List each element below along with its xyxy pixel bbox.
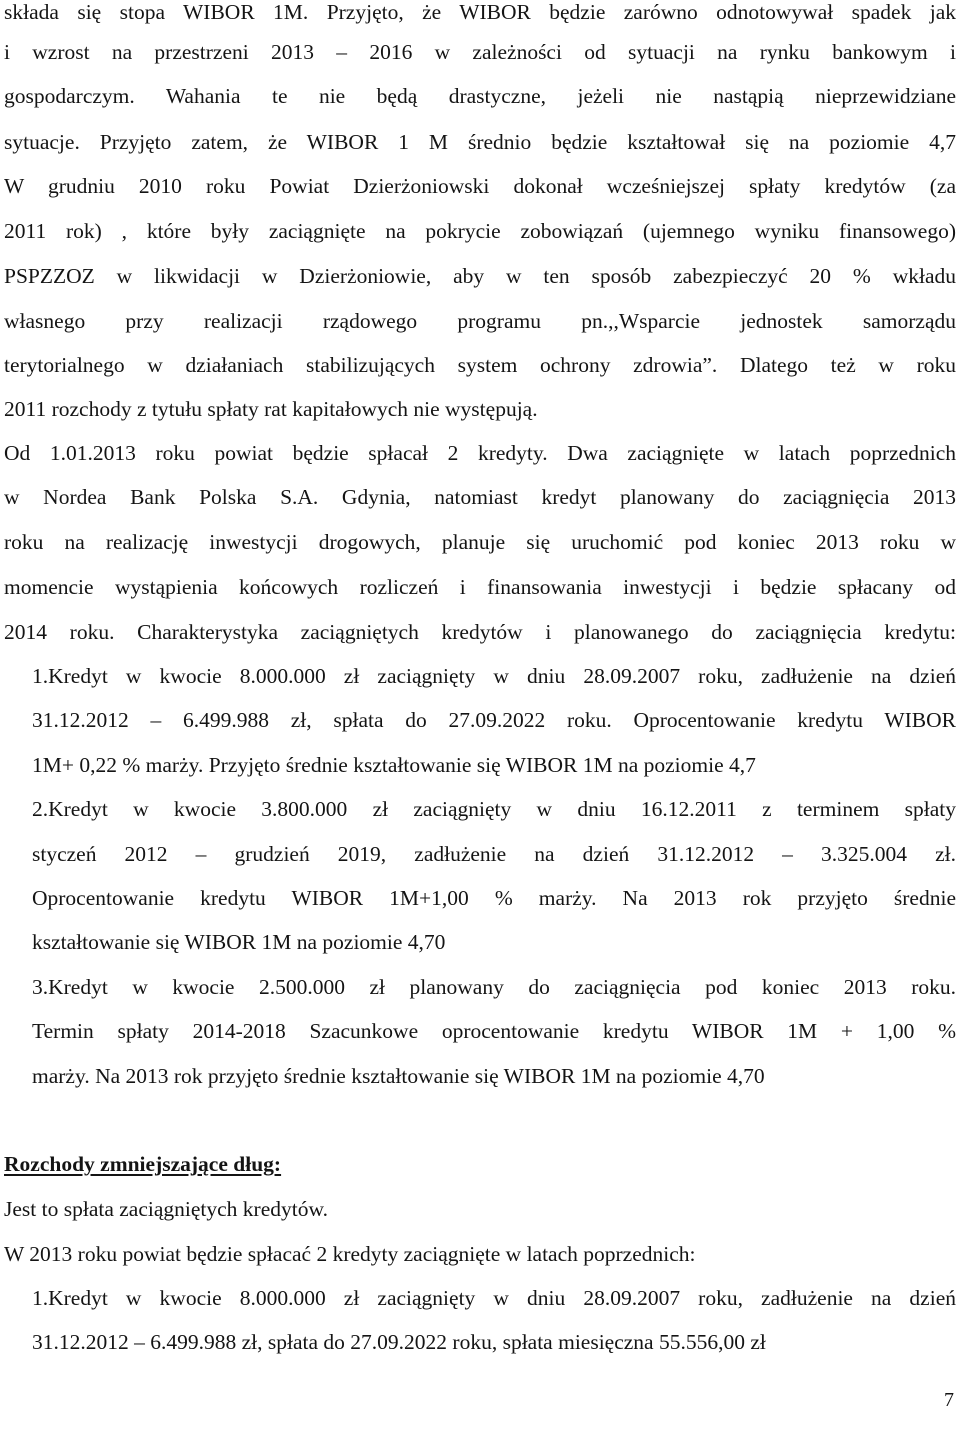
paragraph-2-line-5: terytorialnego w działaniach stabilizujących system ochrony zdrowia”. Dlatego też w roku <box>4 353 956 377</box>
paragraph-3-line-3: roku na realizację inwestycji drogowych, planuje się uruchomić pod koniec 2013 roku w <box>4 530 956 554</box>
section-line-2: W 2013 roku powiat będzie spłacać 2 kredyty zaciągnięte w latach poprzednich: <box>4 1242 696 1266</box>
section-heading: Rozchody zmniejszające dług: <box>4 1152 282 1176</box>
section-line-1: Jest to spłata zaciągniętych kredytów. <box>4 1197 328 1221</box>
credit-1-line-2: 31.12.2012 – 6.499.988 zł, spłata do 27.09.2022 roku. Oprocentowanie kredytu WIBOR <box>32 708 956 732</box>
credit-2-line-4: kształtowanie się WIBOR 1M na poziomie 4,70 <box>32 930 446 954</box>
credit-1-line-3: 1M+ 0,22 % marży. Przyjęto średnie kształtowanie się WIBOR 1M na poziomie 4,7 <box>32 753 756 777</box>
paragraph-1-line-3: gospodarczym. Wahania te nie będą drastyczne, jeżeli nie nastąpią nieprzewidziane <box>4 84 956 108</box>
credit-2-line-3: Oprocentowanie kredytu WIBOR 1M+1,00 % marży. Na 2013 rok przyjęto średnie <box>32 886 956 910</box>
credit-1-line-1: 1.Kredyt w kwocie 8.000.000 zł zaciągnięty w dniu 28.09.2007 roku, zadłużenie na dzień <box>32 664 956 688</box>
credit-3-line-2: Termin spłaty 2014-2018 Szacunkowe oprocentowanie kredytu WIBOR 1M + 1,00 % <box>32 1019 956 1043</box>
paragraph-1-line-2: i wzrost na przestrzeni 2013 – 2016 w zależności od sytuacji na rynku bankowym i <box>4 40 956 64</box>
paragraph-2-line-3: PSPZZOZ w likwidacji w Dzierżoniowie, aby w ten sposób zabezpieczyć 20 % wkładu <box>4 264 956 288</box>
paragraph-3-line-1: Od 1.01.2013 roku powiat będzie spłacał 2 kredyty. Dwa zaciągnięte w latach poprzednich <box>4 441 956 465</box>
paragraph-3-line-5: 2014 roku. Charakterystyka zaciągniętych kredytów i planowanego do zaciągnięcia kredytu: <box>4 620 956 644</box>
credit-2-line-2: styczeń 2012 – grudzień 2019, zadłużenie na dzień 31.12.2012 – 3.325.004 zł. <box>32 842 956 866</box>
credit-3-line-1: 3.Kredyt w kwocie 2.500.000 zł planowany do zaciągnięcia pod koniec 2013 roku. <box>32 975 956 999</box>
repayment-credit-line-1: 1.Kredyt w kwocie 8.000.000 zł zaciągnięty w dniu 28.09.2007 roku, zadłużenie na dzień <box>32 1286 956 1310</box>
paragraph-3-line-2: w Nordea Bank Polska S.A. Gdynia, natomiast kredyt planowany do zaciągnięcia 2013 <box>4 485 956 509</box>
paragraph-3-line-4: momencie wystąpienia końcowych rozliczeń i finansowania inwestycji i będzie spłacany od <box>4 575 956 599</box>
page-number: 7 <box>944 1389 954 1411</box>
credit-3-line-3: marży. Na 2013 rok przyjęto średnie kształtowanie się WIBOR 1M na poziomie 4,70 <box>32 1064 765 1088</box>
paragraph-2-line-2: 2011 rok) , które były zaciągnięte na pokrycie zobowiązań (ujemnego wyniku finansowego) <box>4 219 956 243</box>
repayment-credit-line-2: 31.12.2012 – 6.499.988 zł, spłata do 27.09.2022 roku, spłata miesięczna 55.556,00 zł <box>32 1330 766 1354</box>
paragraph-1-line-4: sytuacje. Przyjęto zatem, że WIBOR 1 M średnio będzie kształtował się na poziomie 4,7 <box>4 130 956 154</box>
paragraph-2-line-1: W grudniu 2010 roku Powiat Dzierżoniowski dokonał wcześniejszej spłaty kredytów (za <box>4 174 956 198</box>
paragraph-1-line-1: składa się stopa WIBOR 1M. Przyjęto, że WIBOR będzie zarówno odnotowywał spadek jak <box>4 0 956 24</box>
paragraph-2-line-6: 2011 rozchody z tytułu spłaty rat kapitałowych nie występują. <box>4 397 538 421</box>
credit-2-line-1: 2.Kredyt w kwocie 3.800.000 zł zaciągnięty w dniu 16.12.2011 z terminem spłaty <box>32 797 956 821</box>
paragraph-2-line-4: własnego przy realizacji rządowego programu pn.,,Wsparcie jednostek samorządu <box>4 309 956 333</box>
